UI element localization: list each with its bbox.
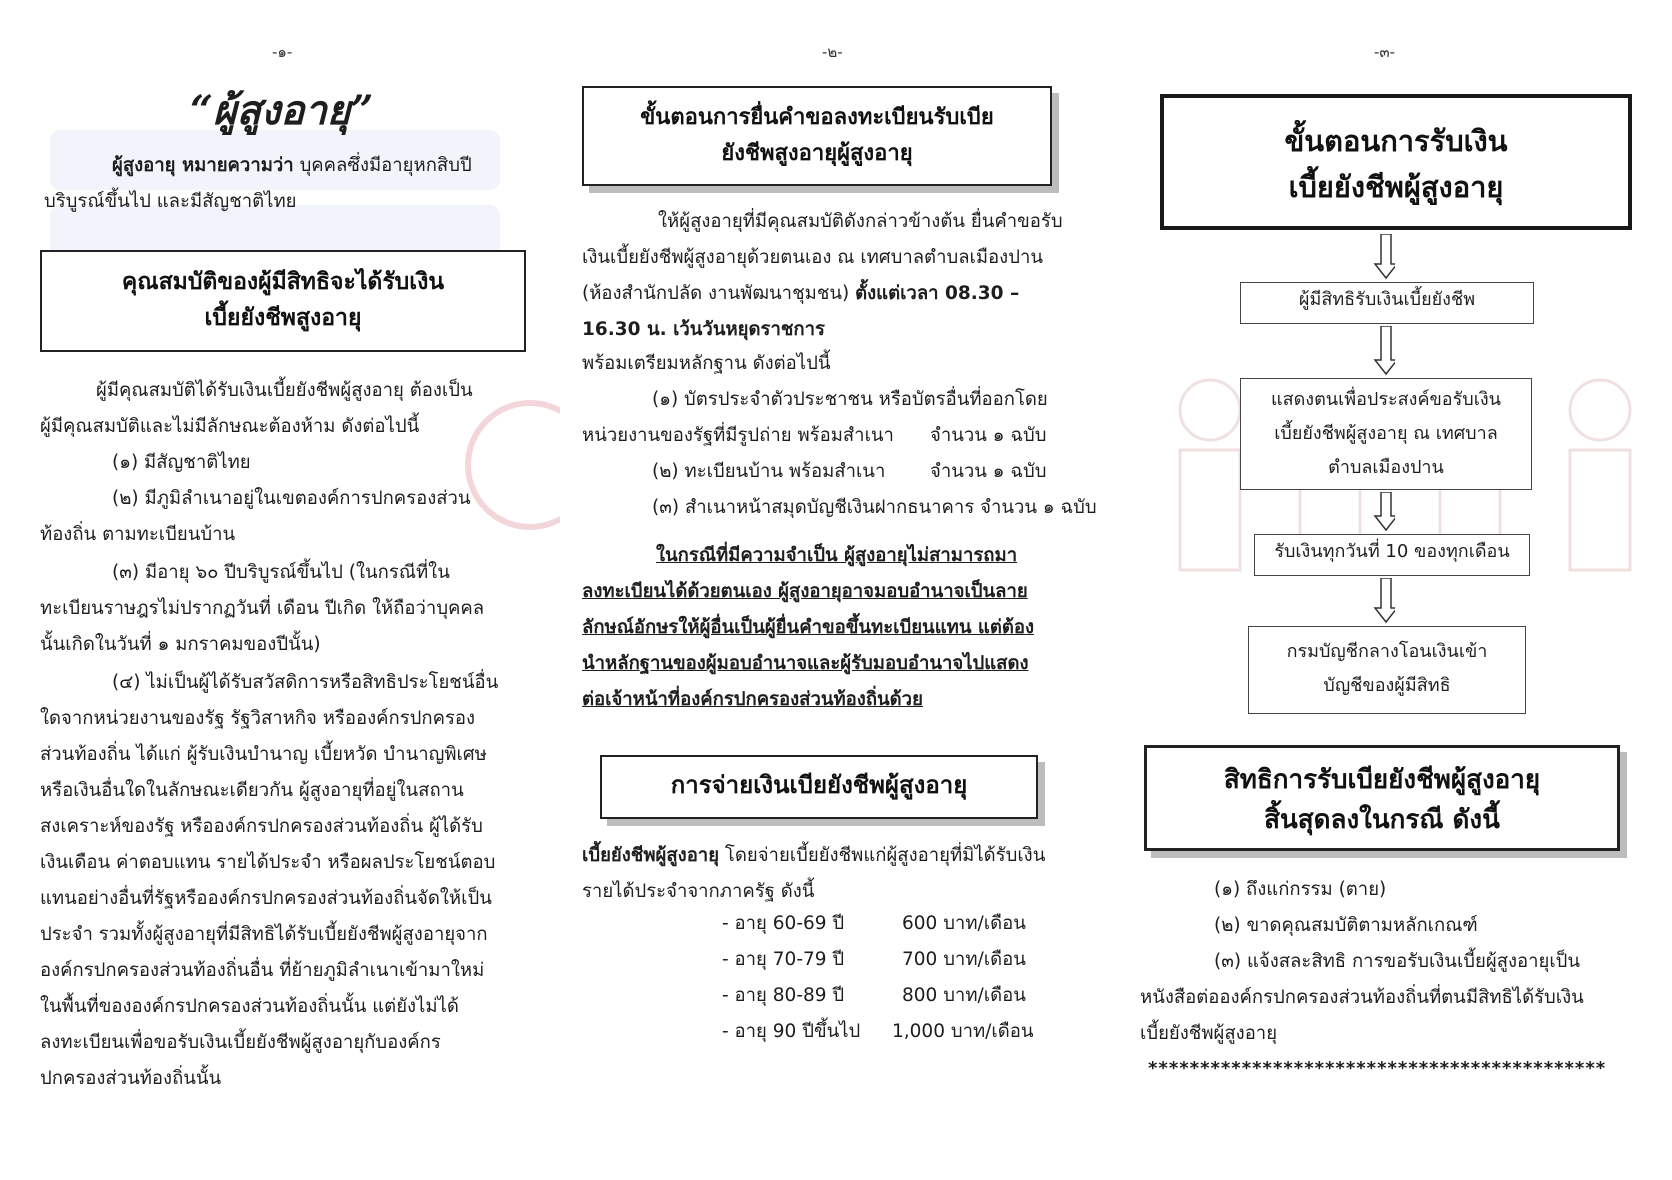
qualification-item-4-l6: เงินเดือน ค่าตอบแทน รายได้ประจำ หรือผลประโยชน์ตอบ (40, 852, 496, 873)
rate-row (722, 942, 1034, 978)
qualification-item-3: (๓) มีอายุ ๖๐ ปีบริบูรณ์ขึ้นไป (ในกรณีที่ใน (112, 562, 450, 583)
heading-line-1: ขั้นตอนการยื่นคำขอลงทะเบียนรับเบีย (640, 105, 994, 130)
qualification-item-4-l8: ประจำ รวมทั้งผู้สูงอายุที่มีสิทธิได้รับเบี้ยยังชีพผู้สูงอายุจาก (40, 924, 488, 945)
termination-item-3: (๓) แจ้งสละสิทธิ การขอรับเงินเบี้ยผู้สูงอายุเป็น (1214, 951, 1581, 972)
termination-item-1: (๑) ถึงแก่กรรม (ตาย) (1214, 879, 1387, 900)
rate-age: - อายุ 90 ปีขึ้นไป (722, 1021, 861, 1042)
document-item-3: (๓) สำเนาหน้าสมุดบัญชีเงินฝากธนาคาร จำนวน ๑ ฉบับ (652, 497, 1097, 518)
page-number: -๓- (1374, 43, 1396, 61)
definition-text-2: บริบูรณ์ขึ้นไป และมีสัญชาติไทย (44, 191, 297, 212)
flow-step-4: กรมบัญชีกลางโอนเงินเข้า บัญชีของผู้มีสิทธิ (1248, 626, 1526, 714)
qualification-item-4-l5: สงเคราะห์ของรัฐ หรือองค์กรปกครองส่วนท้องถิ่น ผู้ได้รับ (40, 816, 483, 837)
termination-item-3c: เบี้ยยังชีพผู้สูงอายุ (1140, 1023, 1278, 1044)
heading-line-2: ยังชีพสูงอายุผู้สูงอายุ (721, 141, 913, 166)
qualification-item-4-l4: หรือเงินอื่นใดในลักษณะเดียวกัน ผู้สูงอายุที่อยู่ในสถาน (40, 780, 464, 801)
panel-2 (560, 0, 1100, 1180)
registration-heading-box (582, 86, 1052, 186)
rate-amount: 600 บาท/เดือน (902, 913, 1026, 934)
proxy-note-5: ต่อเจ้าหน้าที่องค์กรปกครองส่วนท้องถิ่นด้วย (582, 689, 923, 710)
proxy-note-3: ลักษณ์อักษรให้ผู้อื่นเป็นผู้ยื่นคำขอขึ้นทะเบียนแทน แต่ต้อง (582, 617, 1035, 638)
definition-term: ผู้สูงอายุ หมายความว่า (112, 155, 294, 176)
intro-text-2: ผู้มีคุณสมบัติและไม่มีลักษณะต้องห้าม ดังต่อไปนี้ (40, 416, 420, 437)
registration-text: ให้ผู้สูงอายุที่มีคุณสมบัติดังกล่าวข้างต้น ยื่นคำขอรับ (658, 211, 1063, 232)
panel-1 (0, 0, 545, 1180)
rate-amount: 1,000 บาท/เดือน (892, 1021, 1034, 1042)
definition-text: ผู้สูงอายุ หมายความว่า บุคคลซึ่งมีอายุหกสิบปี (112, 155, 472, 176)
panel-3 (1120, 0, 1672, 1180)
qualification-item-3c: นั้นเกิดในวันที่ ๑ มกราคมของปีนั้น) (40, 634, 321, 655)
documents-intro: พร้อมเตรียมหลักฐาน ดังต่อไปนี้ (582, 353, 831, 374)
arrow-down-icon (1373, 234, 1395, 280)
document-item-2: (๒) ทะเบียนบ้าน พร้อมสำเนา (652, 461, 886, 482)
qualification-item-2b: ท้องถิ่น ตามทะเบียนบ้าน (40, 524, 236, 545)
page-number: -๒- (822, 43, 843, 61)
rate-age: - อายุ 60-69 ปี (722, 913, 845, 934)
rate-row (722, 1014, 1034, 1050)
qualification-item-4: (๔) ไม่เป็นผู้ได้รับสวัสดิการหรือสิทธิประโยชน์อื่น (112, 672, 499, 693)
payment-text-2: รายได้ประจำจากภาครัฐ ดังนี้ (582, 881, 815, 902)
payment-heading: การจ่ายเงินเบียยังชีพผู้สูงอายุ (670, 771, 968, 799)
document-item-1-qty: จำนวน ๑ ฉบับ (930, 425, 1047, 446)
qualification-item-2: (๒) มีภูมิลำเนาอยู่ในเขตองค์การปกครองส่วน (112, 488, 471, 509)
payment-heading-box (600, 755, 1038, 819)
registration-text-3: (ห้องสำนักปลัด งานพัฒนาชุมชน) ตั้งแต่เวลา 08.30 – (582, 283, 1020, 304)
arrow-down-icon (1373, 578, 1395, 624)
office-hours: ตั้งแต่เวลา 08.30 – (855, 283, 1020, 304)
flow-step-2: แสดงตนเพื่อประสงค์ขอรับเงิน เบี้ยยังชีพผู้สูงอายุ ณ เทศบาล ตำบลเมืองปาน (1240, 378, 1532, 490)
qualification-item-4-l3: ส่วนท้องถิ่น ได้แก่ ผู้รับเงินบำนาญ เบี้ยหวัด บำนาญพิเศษ (40, 744, 487, 765)
rate-table (722, 906, 1034, 1050)
rate-amount: 800 บาท/เดือน (902, 985, 1026, 1006)
proxy-note-4: นำหลักฐานของผู้มอบอำนาจและผู้รับมอบอำนาจไปแสดง (582, 653, 1029, 674)
rate-age: - อายุ 80-89 ปี (722, 985, 845, 1006)
payment-text: เบี้ยยังชีพผู้สูงอายุ โดยจ่ายเบี้ยยังชีพแก่ผู้สูงอายุที่มิได้รับเงิน (582, 845, 1046, 866)
qualification-item-3b: ทะเบียนราษฎรไม่ปรากฏวันที่ เดือน ปีเกิด ให้ถือว่าบุคคล (40, 598, 485, 619)
qualification-item-4-l12: ปกครองส่วนท้องถิ่นนั้น (40, 1068, 222, 1089)
qualification-item-4-l11: ลงทะเบียนเพื่อขอรับเงินเบี้ยยังชีพผู้สูงอายุกับองค์กร (40, 1032, 441, 1053)
arrow-down-icon (1373, 492, 1395, 532)
document-item-1: (๑) บัตรประจำตัวประชาชน หรือบัตรอื่นที่ออกโดย (652, 389, 1048, 410)
divider-stars: ******************************************** (1148, 1058, 1607, 1079)
termination-item-2: (๒) ขาดคุณสมบัติตามหลักเกณฑ์ (1214, 915, 1478, 936)
qualification-item-4-l7: แทนอย่างอื่นที่รัฐหรือองค์กรปกครองส่วนท้องถิ่นจัดให้เป็น (40, 888, 492, 909)
qualification-item-4-l2: ใดจากหน่วยงานของรัฐ รัฐวิสาหกิจ หรือองค์กรปกครอง (40, 708, 476, 729)
qualification-item-4-l9: องค์กรปกครองส่วนท้องถิ่นอื่น ที่ย้ายภูมิลำเนาเข้ามาใหม่ (40, 960, 485, 981)
office-hours-2: 16.30 น. เว้นวันหยุดราชการ (582, 319, 825, 340)
rate-row (722, 906, 1034, 942)
heading-line-1: ขั้นตอนการรับเงิน (1284, 124, 1508, 158)
rate-age: - อายุ 70-79 ปี (722, 949, 845, 970)
qualification-item-4-l10: ในพื้นที่ขององค์กรปกครองส่วนท้องถิ่นนั้น แต่ยังไม่ได้ (40, 996, 459, 1017)
rate-row (722, 978, 1034, 1014)
heading-line-2: เบี้ยยังชีพสูงอายุ (204, 305, 362, 331)
heading-line-2: เบี้ยยังชีพผู้สูงอายุ (1288, 170, 1504, 204)
rate-amount: 700 บาท/เดือน (902, 949, 1026, 970)
arrow-down-icon (1373, 326, 1395, 376)
heading-line-1: คุณสมบัติของผู้มีสิทธิจะได้รับเงิน (121, 269, 445, 295)
registration-text-2: เงินเบี้ยยังชีพผู้สูงอายุด้วยตนเอง ณ เทศบาลตำบลเมืองปาน (582, 247, 1043, 268)
page-number: -๑- (272, 43, 293, 61)
termination-heading-box (1144, 745, 1620, 851)
flow-step-1: ผู้มีสิทธิรับเงินเบี้ยยังชีพ (1240, 282, 1534, 324)
qualification-heading-box (40, 250, 526, 352)
flow-step-3: รับเงินทุกวันที่ 10 ของทุกเดือน (1254, 534, 1530, 576)
payment-term: เบี้ยยังชีพผู้สูงอายุ (582, 845, 720, 866)
qualification-item-1: (๑) มีสัญชาติไทย (112, 452, 251, 473)
heading-line-1: สิทธิการรับเบียยังชีพผู้สูงอายุ (1223, 765, 1541, 795)
heading-line-2: สิ้นสุดลงในกรณี ดังนี้ (1264, 805, 1500, 835)
page-title: “ผู้สูงอายุ” (190, 87, 374, 134)
proxy-note-2: ลงทะเบียนได้ด้วยตนเอง ผู้สูงอายุอาจมอบอำนาจเป็นลาย (582, 581, 1028, 602)
receive-heading-box (1160, 94, 1632, 230)
document-item-1b: หน่วยงานของรัฐที่มีรูปถ่าย พร้อมสำเนา (582, 425, 894, 446)
termination-item-3b: หนังสือต่อองค์กรปกครองส่วนท้องถิ่นที่ตนมีสิทธิได้รับเงิน (1140, 987, 1584, 1008)
document-item-2-qty: จำนวน ๑ ฉบับ (930, 461, 1047, 482)
proxy-note: ในกรณีที่มีความจำเป็น ผู้สูงอายุไม่สามารถมา (656, 545, 1018, 566)
intro-text: ผู้มีคุณสมบัติได้รับเงินเบี้ยยังชีพผู้สูงอายุ ต้องเป็น (96, 380, 473, 401)
